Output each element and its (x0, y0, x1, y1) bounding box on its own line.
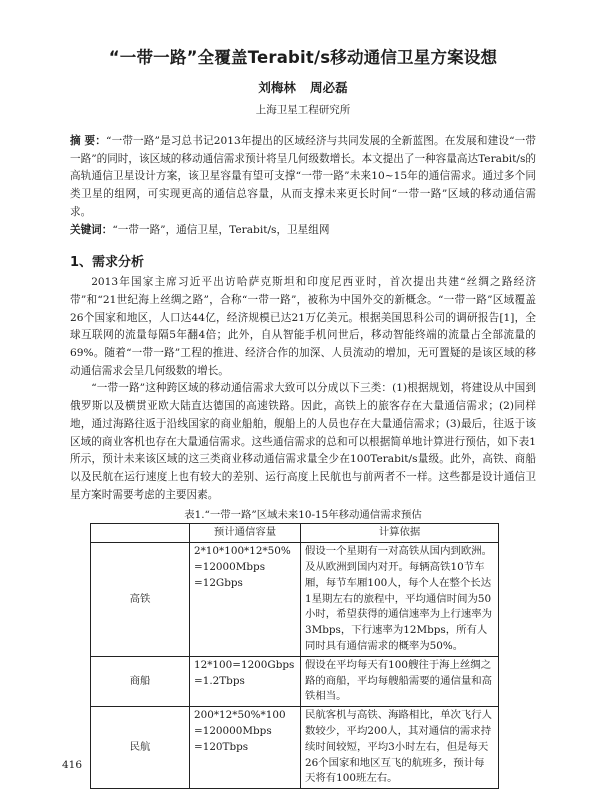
table-category-cell: 民航 (91, 707, 190, 789)
keywords-text: “一带一路”，通信卫星，Terabit/s，卫星组网 (112, 223, 330, 236)
abstract (70, 133, 536, 222)
table-header-cell (91, 524, 190, 543)
affiliation: 上海卫星工程研究所 (255, 104, 351, 116)
authors: 刘梅林 周必磊 (258, 80, 348, 95)
capacity-line: =120000Mbps (194, 724, 272, 737)
table-capacity-cell (190, 656, 301, 706)
table-row (91, 707, 499, 789)
capacity-line: =120Tbps (194, 740, 249, 753)
table-header-row (91, 524, 499, 543)
keywords-label: 关键词： (70, 223, 113, 236)
table-row (91, 543, 499, 657)
capacity-line: =1.2Tbps (194, 674, 245, 687)
capacity-line: =12000Mbps (194, 560, 266, 573)
capacity-line: 2*10*100*12*50% (194, 545, 291, 558)
keywords (70, 222, 536, 240)
capacity-line: =12Gbps (194, 576, 243, 589)
demand-table (90, 523, 499, 789)
body-paragraph-1: 2013年国家主席习近平出访哈萨克斯坦和印度尼西亚时，首次提出共建“丝绸之路经济带”和“21世纪海上丝绸之路”，合称“一带一路”，被称为中国外交的新概念。“一带一路”区域覆盖26个国家和地区，人口达44亿，经济规模已达21万亿美元。根据美国思科公司的调研报告[1]，全球互联网的流量每隔5年翻4倍；此外，自从智能手机问世后，移动智能终端的流量占全部流量的69%。随着“一带一路”工程的推进、经济合作的加深、人员流动的增加，无可置疑的是该区域的移动通信需求会呈几何级数的增长。 (70, 276, 536, 377)
page-number: 416 (62, 759, 83, 771)
table-category-cell: 商船 (91, 656, 190, 706)
table-basis-cell: 假设在平均每天有100艘往于海上丝绸之路的商船，平均每艘船需要的通信量和高铁相当。 (301, 656, 499, 706)
table-header-cell: 计算依据 (301, 524, 499, 543)
paper-title: “一带一路”全覆盖Terabit/s移动通信卫星方案设想 (108, 48, 498, 67)
table-capacity-cell (190, 707, 301, 789)
table-header-cell: 预计通信容量 (190, 524, 301, 543)
capacity-line: 200*12*50%*100 (194, 709, 286, 722)
table-basis-cell: 假设一个星期有一对高铁从国内到欧洲。及从欧洲到国内对开。每辆高铁10节车厢，每节车厢100人，每个人在整个长达1星期左右的旅程中，平均通信时间为50小时，希望获得的通信速率为上行速率为3Mbps，下行速率为12Mbps，所有人同时具有通信需求的概率为50%。 (301, 543, 499, 657)
table-capacity-cell (190, 543, 301, 657)
abstract-text: “一带一路”是习总书记2013年提出的区域经济与共同发展的全新蓝图。在发展和建设“一带一路”的同时，该区域的移动通信需求预计将呈几何级数增长。本文提出了一种容量高达Terabit/s的高轨通信卫星设计方案，该卫星容量有望可支撑“一带一路”未来10~15年的通信需求。通过多个同类卫星的组网，可实现更高的通信总容量，从而支撑未来更长时间“一带一路”区域的移动通信需求。 (70, 135, 536, 218)
section-heading: 1、需求分析 (70, 255, 145, 271)
table-caption: 表1.“一带一路”区域未来10-15年移动通信需求预估 (184, 509, 422, 522)
capacity-line: 12*100=1200Gbps (194, 658, 295, 671)
body-paragraph-2: “一带一路”这种跨区域的移动通信需求大致可以分成以下三类：(1)根据规划，将建设从中国到俄罗斯以及横贯亚欧大陆直达德国的高速铁路。因此，高铁上的旅客存在大量通信需求；(2)同样地，通过海路往返于沿线国家的商业船舶，舰船上的人员也存在大量通信需求；(3)最后，往返于该区域的商业客机也存在大量通信需求。这些通信需求的总和可以根据简单地计算进行预估，如下表1所示，预计未来该区域的这三类商业移动通信需求量全少在100Terabit/s量级。此外，高铁、商船以及民航在运行速度上也有较大的差别、运行高度上民航也与前两者不一样。这些都是设计通信卫星方案时需要考虑的主要因素。 (70, 382, 536, 501)
table-category-cell: 高铁 (91, 543, 190, 657)
table-row (91, 656, 499, 706)
abstract-label: 摘 要： (70, 135, 107, 147)
table-basis-cell: 民航客机与高铁、海路相比，单次飞行人数较少，平均200人，其对通信的需求持续时间较短，平均3小时左右，但是每天26个国家和地区互飞的航班多，预计每天将有100班左右。 (301, 707, 499, 789)
